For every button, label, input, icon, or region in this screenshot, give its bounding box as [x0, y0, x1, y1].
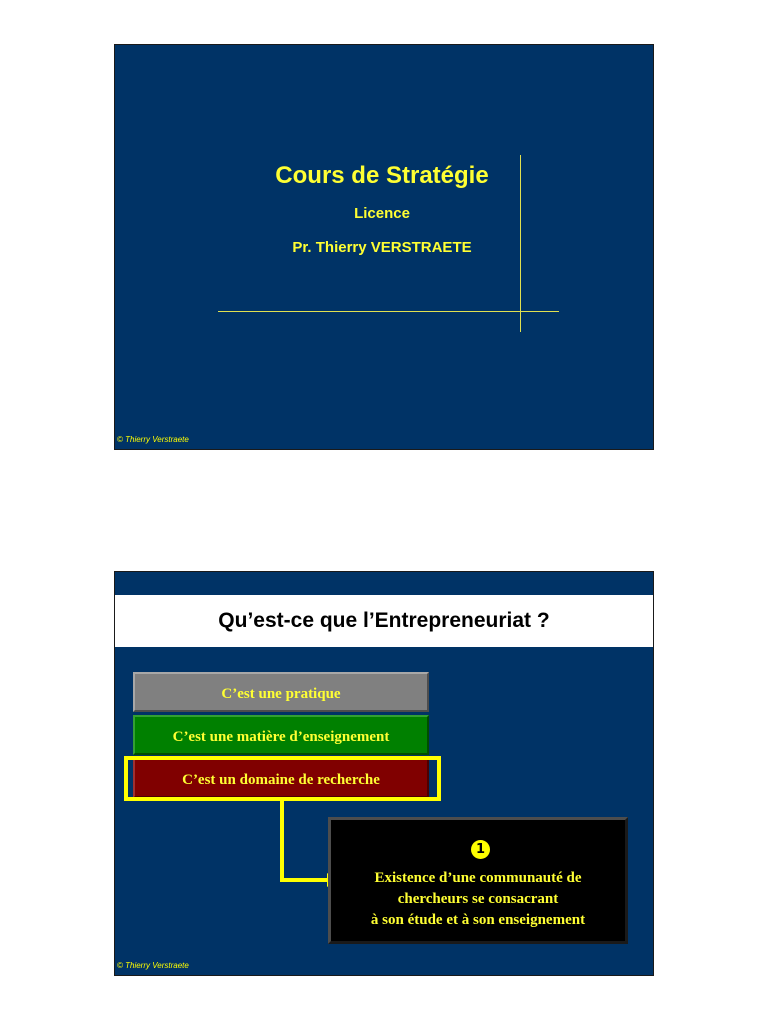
research-detail-text: [335, 868, 621, 931]
circled-number-one-icon: 1: [471, 840, 490, 859]
entrepreneurship-slide: [114, 571, 654, 976]
slide-title: Qu’est-ce que l’Entrepreneuriat ?: [218, 609, 550, 632]
slide2-copyright: © Thierry Verstraete: [117, 961, 189, 970]
title-slide: [114, 44, 654, 450]
connector-arrow-vertical: [280, 801, 284, 882]
research-highlight-frame: [124, 756, 441, 801]
decorative-vertical-line: [520, 155, 521, 332]
course-title: Cours de Stratégie: [275, 162, 489, 189]
connector-arrow-horizontal: [280, 878, 328, 882]
slide1-copyright: © Thierry Verstraete: [117, 435, 189, 444]
slide-title-band: [115, 595, 653, 647]
course-author: Pr. Thierry VERSTRAETE: [292, 239, 472, 256]
detail-line: Existence d’une communauté de: [374, 870, 582, 886]
research-detail-box: [328, 817, 628, 944]
research-domain-box: C’est un domaine de recherche: [133, 758, 429, 798]
decorative-horizontal-line: [218, 311, 559, 312]
detail-line: à son étude et à son enseignement: [370, 912, 586, 928]
detail-line: chercheurs se consacrant: [397, 891, 559, 907]
practice-box: C’est une pratique: [133, 672, 429, 712]
course-level: Licence: [354, 205, 410, 222]
teaching-subject-box: C’est une matière d’enseignement: [133, 715, 429, 755]
